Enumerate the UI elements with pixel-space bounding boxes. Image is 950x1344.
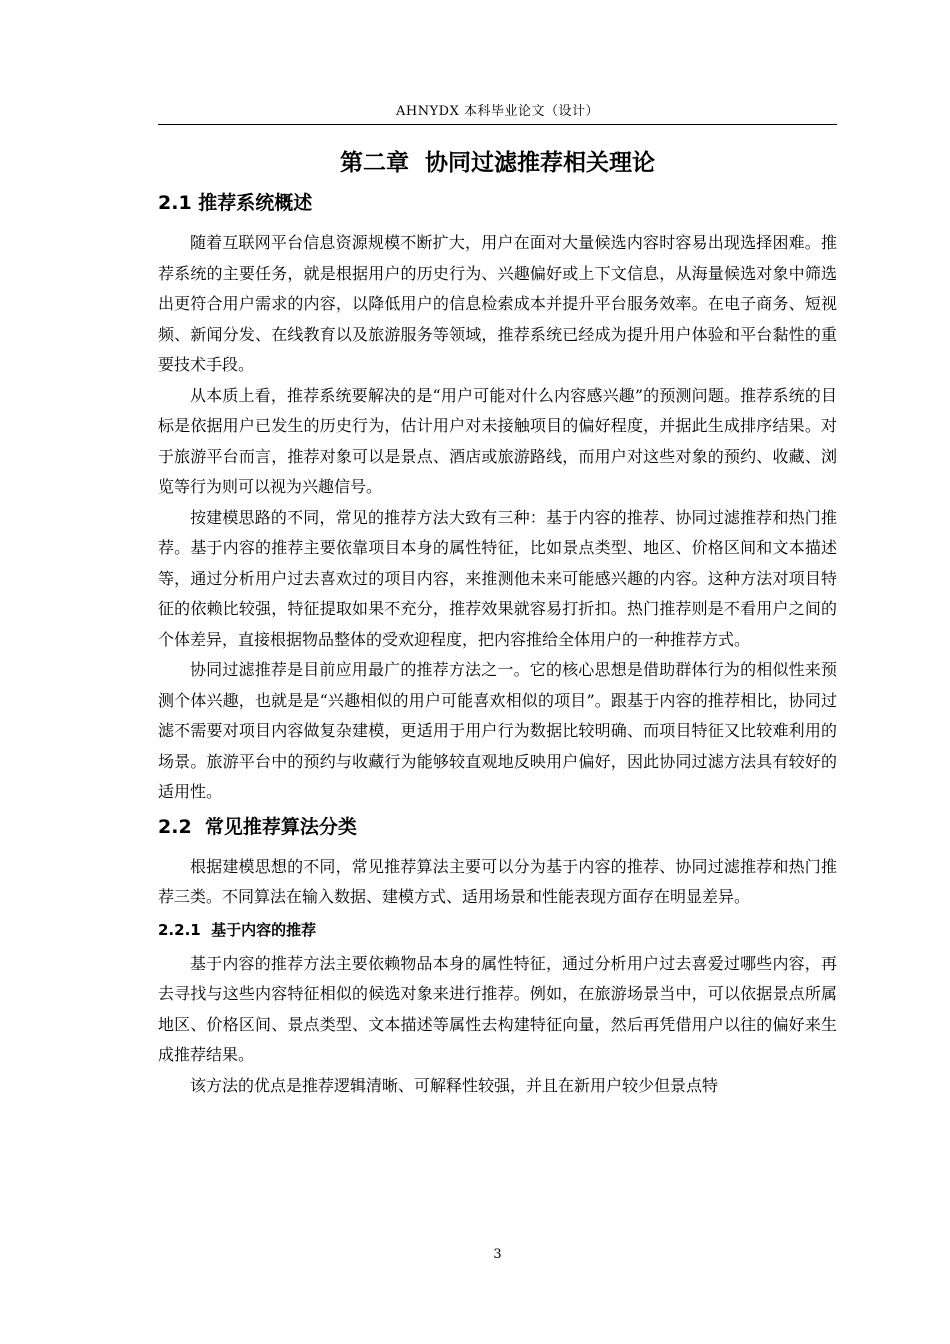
section-title-2-2: 2.2 常见推荐算法分类 — [158, 815, 357, 838]
body-paragraph: 该方法的优点是推荐逻辑清晰、可解释性较强，并且在新用户较少但景点特 — [190, 1075, 719, 1095]
running-header: AHNYDX 本科毕业论文（设计） — [396, 104, 599, 119]
page-content — [158, 140, 837, 1101]
section-title-2-1: 2.1 推荐系统概述 — [158, 192, 313, 214]
subsection-title-2-2-1: 2.2.1 基于内容的推荐 — [158, 920, 317, 939]
body-paragraph: 从本质上看，推荐系统要解决的是“用户可能对什么内容感兴趣”的预测问题。推荐系统的目标是依据用户已发生的历史行为，估计用户对未接触项目的偏好程度，并据此生成排序结果。对于旅游平台而言，推荐对象可以是景点、酒店或旅游路线，而用户对这些对象的预约、收藏、浏览等行为则可以视为兴趣信号。 — [158, 385, 837, 496]
body-paragraph: 协同过滤推荐是目前应用最广的推荐方法之一。它的核心思想是借助群体行为的相似性来预测个体兴趣，也就是是“兴趣相似的用户可能喜欢相似的项目”。跟基于内容的推荐相比，协同过滤不需要对项目内容做复杂建模，更适用于用户行为数据比较明确、而项目特征又比较难利用的场景。旅游平台中的预约与收藏行为能够较直观地反映用户偏好，因此协同过滤方法具有较好的适用性。 — [158, 660, 837, 801]
body-paragraph: 根据建模思想的不同，常见推荐算法主要可以分为基于内容的推荐、协同过滤推荐和热门推荐三类。不同算法在输入数据、建模方式、适用场景和性能表现方面存在明显差异。 — [158, 856, 837, 906]
page-number: 3 — [493, 1247, 502, 1262]
body-paragraph: 按建模思路的不同，常见的推荐方法大致有三种：基于内容的推荐、协同过滤推荐和热门推荐。基于内容的推荐主要依靠项目本身的属性特征，比如景点类型、地区、价格区间和文本描述等，通过分析用户过去喜欢过的项目内容，来推测他未来可能感兴趣的内容。这种方法对项目特征的依赖比较强，特征提取如果不充分，推荐效果就容易打折扣。热门推荐则是不看用户之间的个体差异，直接根据物品整体的受欢迎程度，把内容推给全体用户的一种推荐方式。 — [158, 507, 837, 649]
body-paragraph: 随着互联网平台信息资源规模不断扩大，用户在面对大量候选内容时容易出现选择困难。推荐系统的主要任务，就是根据用户的历史行为、兴趣偏好或上下文信息，从海量候选对象中筛选出更符合用户需求的内容，以降低用户的信息检索成本并提升平台服务效率。在电子商务、短视频、新闻分发、在线教育以及旅游服务等领域，推荐系统已经成为提升用户体验和平台黏性的重要技术手段。 — [158, 233, 837, 374]
chapter-title: 第二章 协同过滤推荐相关理论 — [339, 150, 655, 176]
body-paragraph: 基于内容的推荐方法主要依赖物品本身的属性特征，通过分析用户过去喜爱过哪些内容，再去寻找与这些内容特征相似的候选对象来进行推荐。例如，在旅游场景当中，可以依据景点所属地区、价格区间、景点类型、文本描述等属性去构建特征向量，然后再凭借用户以往的偏好来生成推荐结果。 — [158, 953, 837, 1064]
header-rule — [158, 124, 837, 125]
